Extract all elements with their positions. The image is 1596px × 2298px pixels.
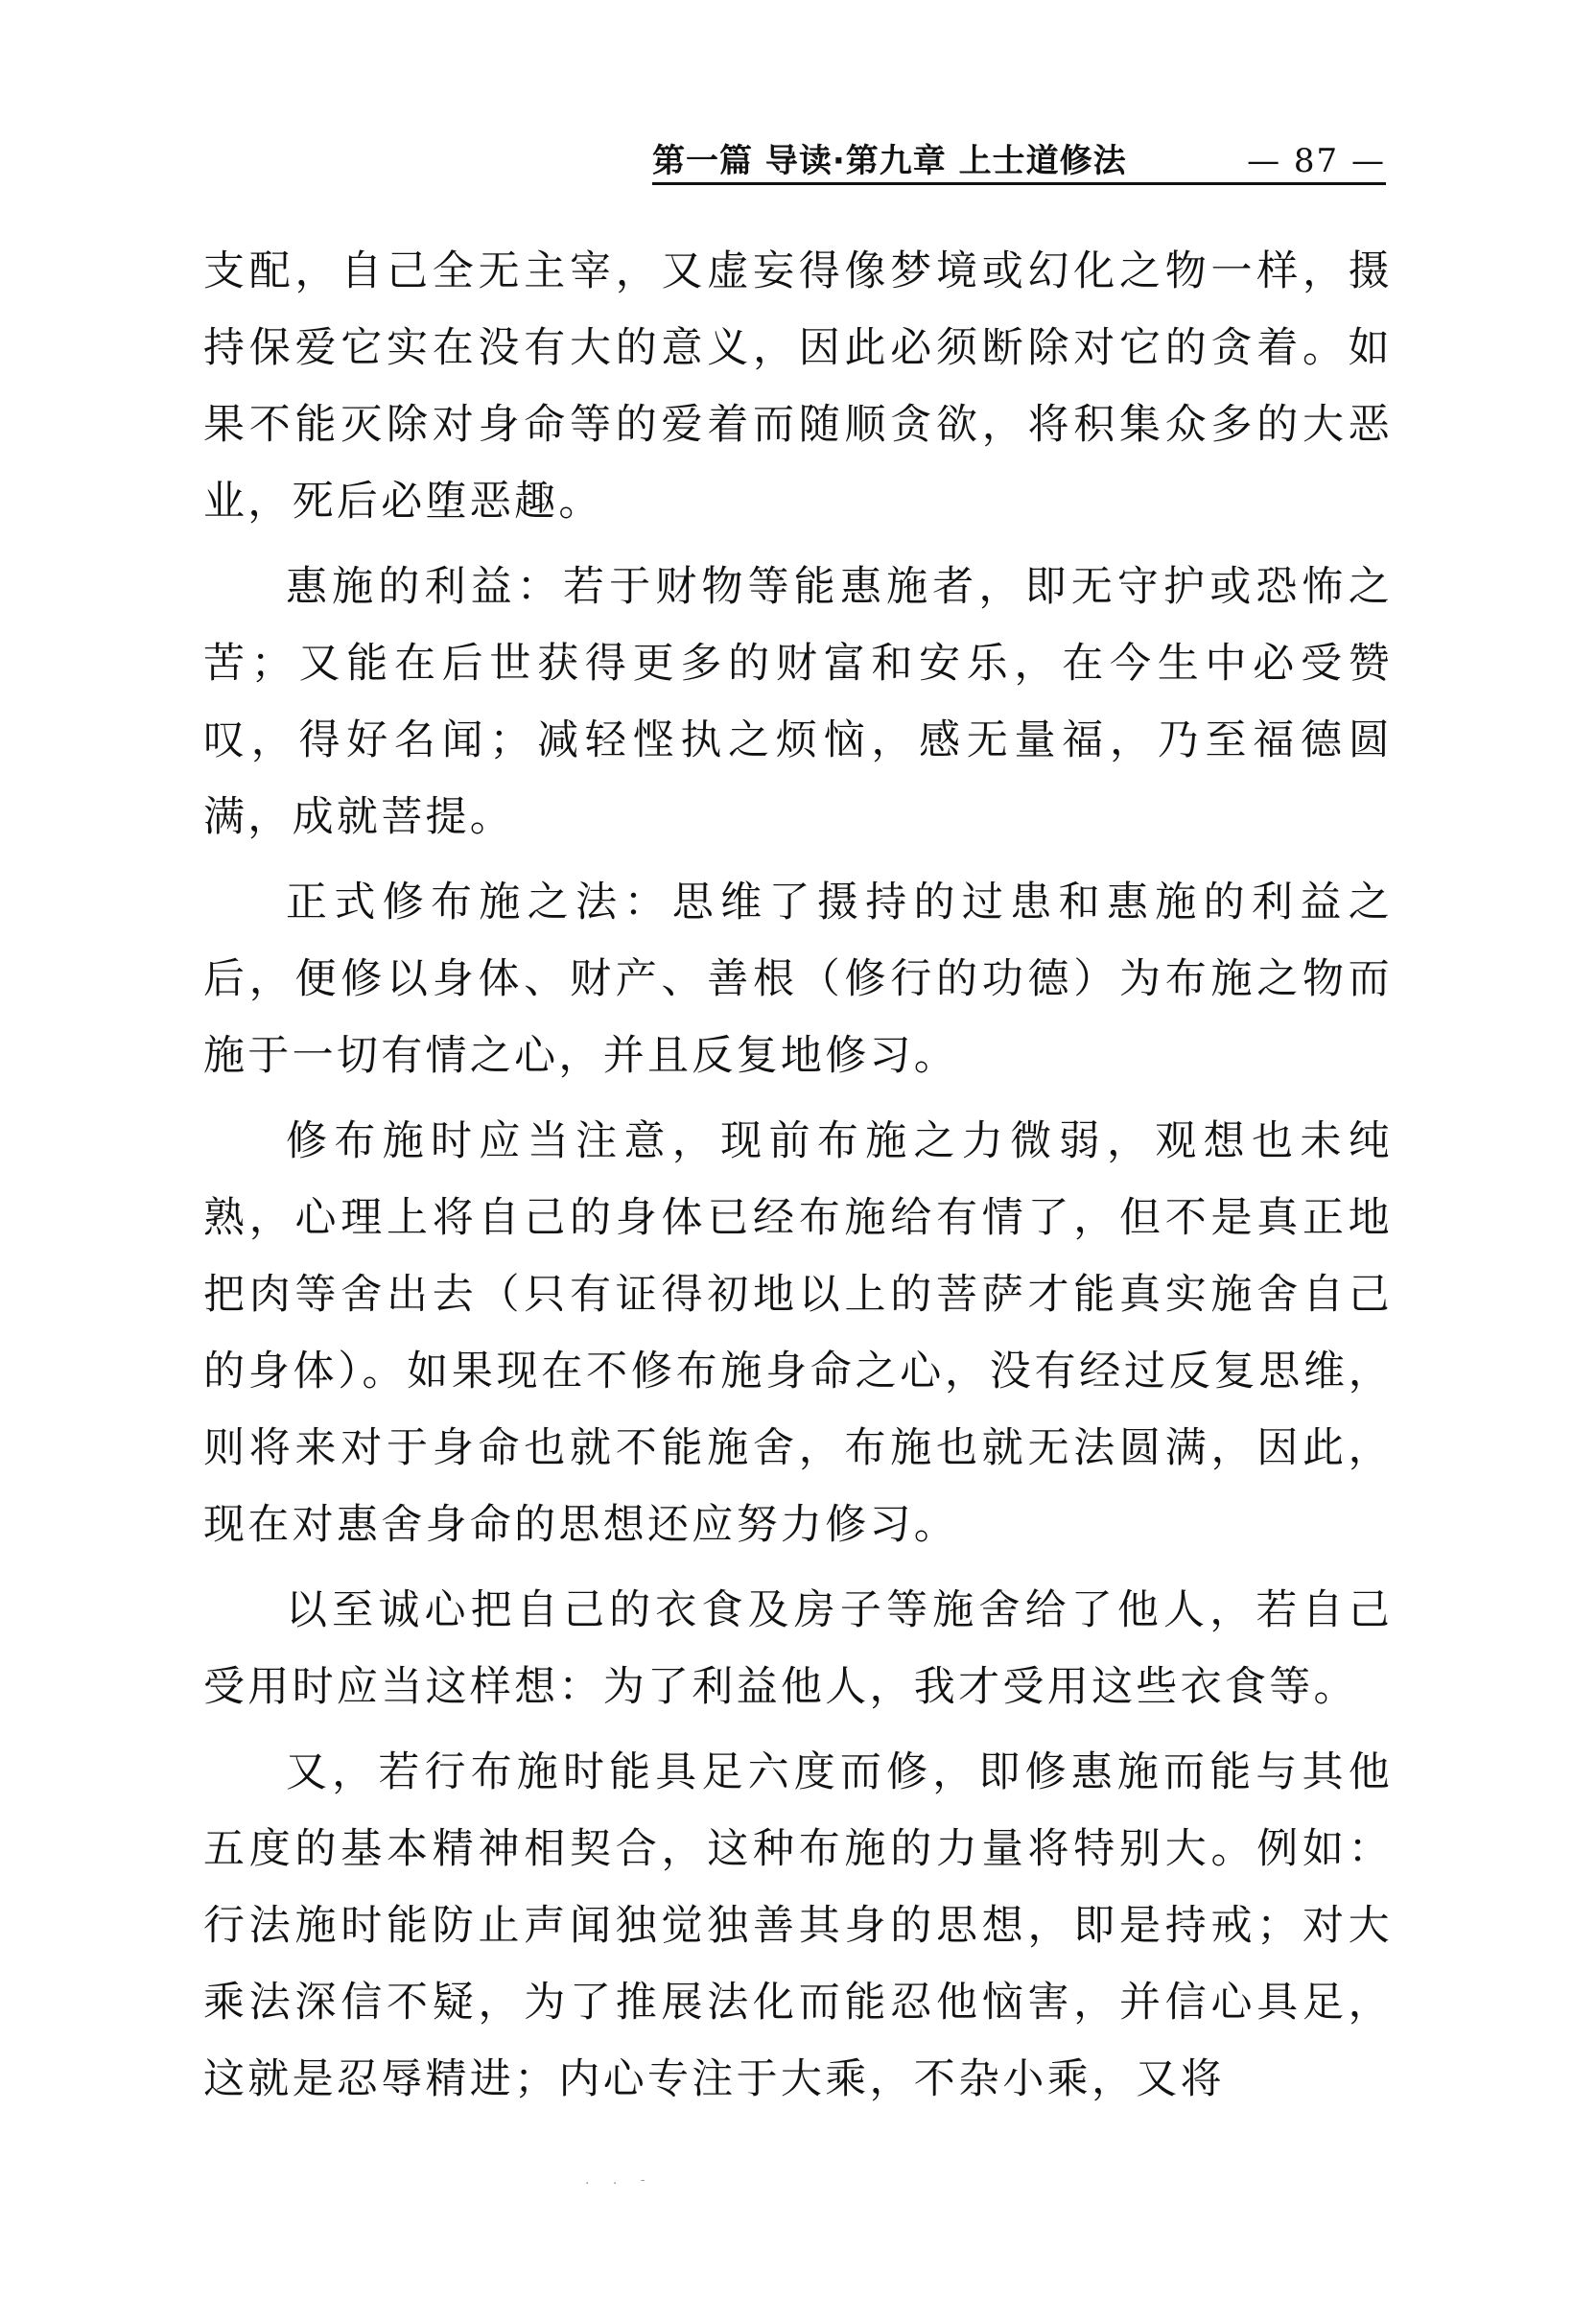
paragraph-3: 正式修布施之法：思维了摄持的过患和惠施的利益之后，便修以身体、财产、善根（修行的功德）为布施之物而施于一切有情之心，并且反复地修习。 bbox=[203, 879, 1393, 1080]
paragraph-2: 惠施的利益：若于财物等能惠施者，即无守护或恐怖之苦；又能在后世获得更多的财富和安乐，在今生中必受赞叹，得好名闻；减轻悭执之烦恼，感无量福，乃至福德圆满，成就菩提。 bbox=[203, 563, 1393, 841]
paragraph-4: 修布施时应当注意，现前布施之力微弱，观想也未纯熟，心理上将自己的身体已经布施给有情了，但不是真正地把肉等舍出去（只有证得初地以上的菩萨才能真实施舍自己的身体）。如果现在不修布施身命之心，没有经过反复思维，则将来对于身命也就不能施舍，布施也就无法圆满，因此，现在对惠舍身命的思想还应努力修习。 bbox=[203, 1117, 1393, 1549]
chapter-title: 第一篇 导读·第九章 上士道修法 bbox=[652, 142, 1127, 180]
paragraph-5: 以至诚心把自己的衣食及房子等施舍给了他人，若自己受用时应当这样想：为了利益他人，我才受用这些衣食等。 bbox=[203, 1586, 1393, 1711]
body-text bbox=[203, 233, 1393, 2126]
running-header bbox=[652, 132, 1386, 185]
paragraph-1: 支配，自己全无主宰，又虚妄得像梦境或幻化之物一样，摄持保爱它实在没有大的意义，因此必须断除对它的贪着。如果不能灭除对身命等的爱着而随顺贪欲，将积集众多的大恶业，死后必堕恶趣。 bbox=[203, 247, 1393, 526]
scan-marks: . . - bbox=[585, 2172, 655, 2188]
paragraph-6: 又，若行布施时能具足六度而修，即修惠施而能与其他五度的基本精神相契合，这种布施的力量将特别大。例如：行法施时能防止声闻独觉独善其身的思想，即是持戒；对大乘法深信不疑，为了推展法化而能忍他恼害，并信心具足，这就是忍辱精进；内心专注于大乘，不杂小乘，又将 bbox=[203, 1748, 1393, 2103]
page-number: — 87 — bbox=[1247, 142, 1386, 180]
